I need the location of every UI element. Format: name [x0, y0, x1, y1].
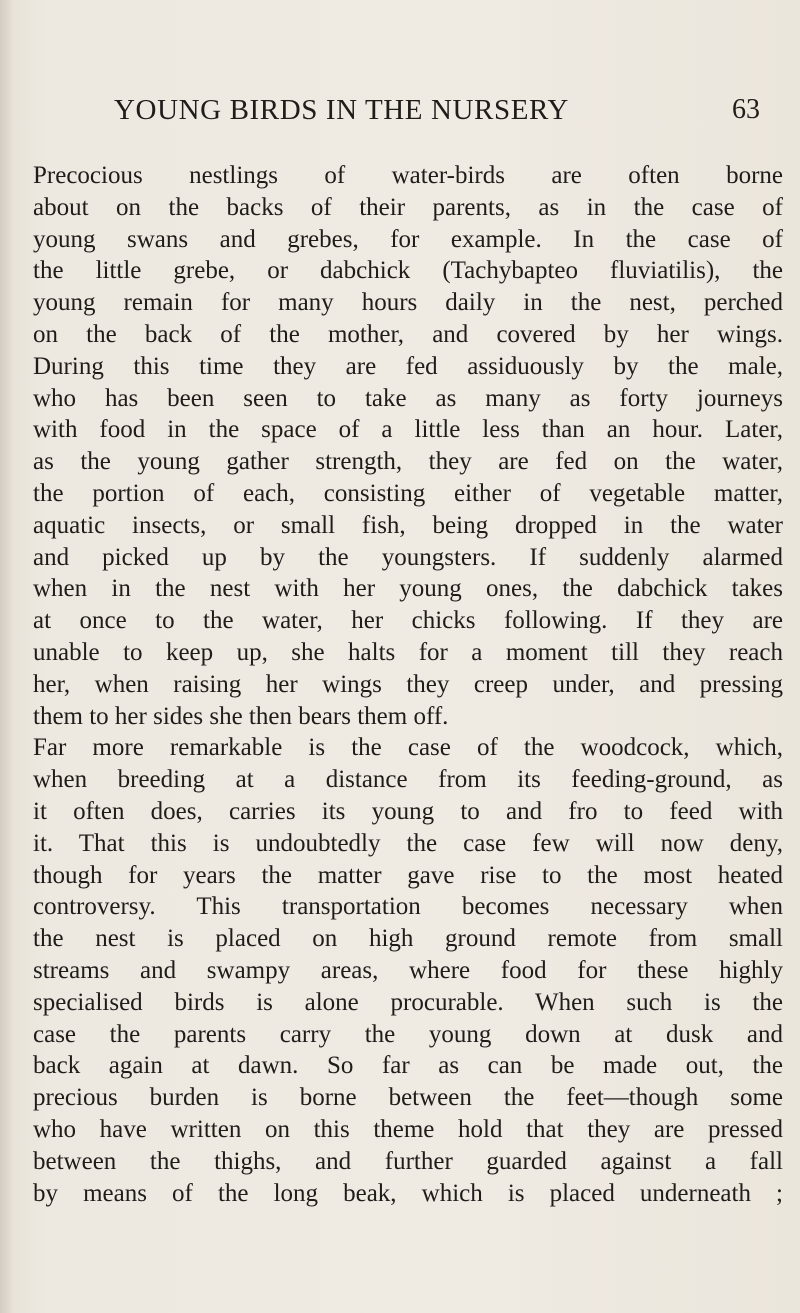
text-line: her, when raising her wings they creep under, and pressing [33, 670, 783, 698]
page-number: 63 [732, 94, 760, 125]
text-line: young swans and grebes, for example. In the case of [33, 225, 783, 253]
text-line: case the parents carry the young down at dusk and [33, 1020, 783, 1048]
text-line: though for years the matter gave rise to the most heated [33, 861, 783, 889]
text-line: as the young gather strength, they are fed on the water, [33, 448, 783, 476]
text-line: unable to keep up, she halts for a moment till they reach [33, 638, 783, 666]
text-line: on the back of the mother, and covered by her wings. [33, 320, 783, 348]
text-line: them to her sides she then bears them off. [33, 702, 449, 730]
text-line: it. That this is undoubtedly the case few will now deny, [33, 829, 783, 857]
text-line: about on the backs of their parents, as in the case of [33, 193, 783, 221]
text-line: controversy. This transportation becomes necessary when [33, 893, 783, 921]
text-line: precious burden is borne between the feet—though some [33, 1084, 783, 1112]
text-line: who has been seen to take as many as forty journeys [33, 384, 783, 412]
text-line: who have written on this theme hold that they are pressed [33, 1115, 783, 1143]
text-line: when breeding at a distance from its feeding-ground, as [33, 766, 783, 794]
text-line: specialised birds is alone procurable. When such is the [33, 988, 783, 1016]
text-line: aquatic insects, or small fish, being dropped in the water [33, 511, 783, 539]
text-line: the little grebe, or dabchick (Tachybapteo fluviatilis), the [33, 257, 783, 285]
text-line: and picked up by the youngsters. If suddenly alarmed [33, 543, 783, 571]
text-line: with food in the space of a little less than an hour. Later, [33, 416, 783, 444]
text-line: streams and swampy areas, where food for these highly [33, 956, 783, 984]
text-line: Far more remarkable is the case of the woodcock, which, [33, 734, 783, 762]
body-text [33, 160, 783, 1209]
text-line: it often does, carries its young to and fro to feed with [33, 797, 783, 825]
text-line: During this time they are fed assiduously by the male, [33, 352, 783, 380]
text-line: at once to the water, her chicks following. If they are [33, 607, 783, 635]
text-line: back again at dawn. So far as can be made out, the [33, 1052, 783, 1080]
text-line: Precocious nestlings of water-birds are often borne [33, 162, 783, 189]
running-title: YOUNG BIRDS IN THE NURSERY [114, 94, 569, 126]
page-header [30, 94, 800, 138]
text-line: between the thighs, and further guarded against a fall [33, 1147, 783, 1175]
text-line: the nest is placed on high ground remote from small [33, 925, 783, 953]
text-line: when in the nest with her young ones, the dabchick takes [33, 575, 783, 603]
text-line: young remain for many hours daily in the nest, perched [33, 289, 783, 317]
page-gutter-shadow [0, 0, 14, 1313]
text-line: the portion of each, consisting either of vegetable matter, [33, 479, 783, 507]
text-line: by means of the long beak, which is placed underneath ; [33, 1179, 783, 1207]
